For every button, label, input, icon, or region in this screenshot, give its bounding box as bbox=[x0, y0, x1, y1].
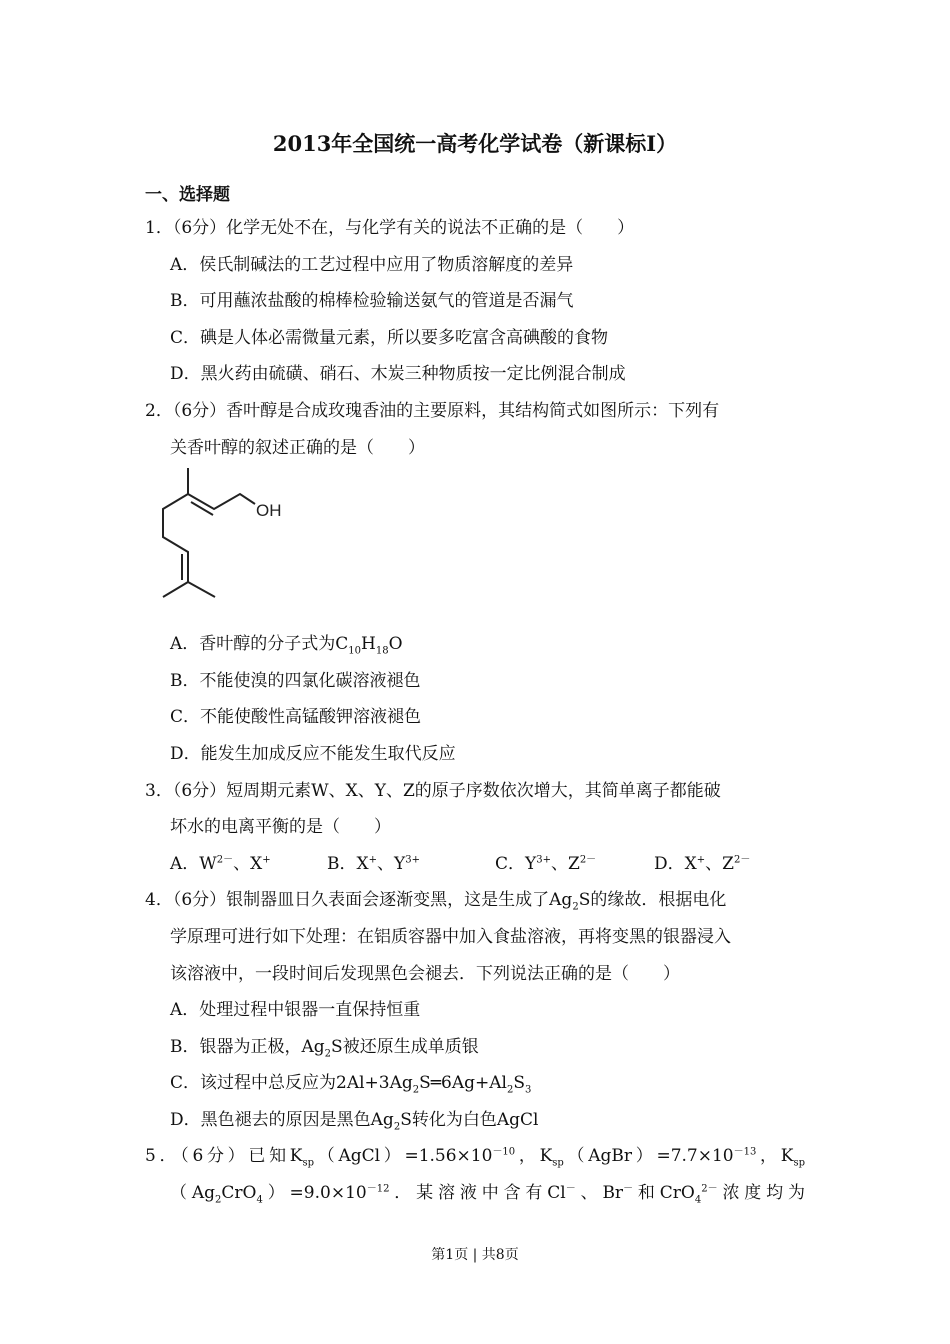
superscript: －10 bbox=[492, 1146, 516, 1158]
option-d bbox=[654, 846, 774, 883]
text-run: （AgBr）=7.7×10 bbox=[563, 1146, 734, 1167]
text-run: W bbox=[199, 853, 217, 874]
subscript: sp bbox=[793, 1157, 805, 1169]
option-label: B． bbox=[170, 1036, 200, 1057]
superscript: 2－ bbox=[701, 1183, 718, 1195]
text-run: 处理过程中银器一直保持恒重 bbox=[199, 1000, 421, 1021]
question-5 bbox=[145, 1138, 805, 1211]
option-label: A． bbox=[170, 254, 200, 275]
option-b bbox=[145, 1029, 805, 1066]
option-b bbox=[327, 846, 495, 883]
page-title: 2013年全国统一高考化学试卷（新课标Ⅰ） bbox=[272, 131, 678, 156]
subscript: 4 bbox=[256, 1194, 263, 1206]
question-stem-line bbox=[145, 956, 805, 993]
superscript: 3+ bbox=[536, 854, 551, 866]
text-run: 不能使溴的四氯化碳溶液褪色 bbox=[199, 670, 421, 691]
question-number: 4． bbox=[145, 890, 173, 911]
question-stem-line bbox=[145, 430, 805, 467]
text-run: 侯氏制碱法的工艺过程中应用了物质溶解度的差异 bbox=[199, 254, 574, 275]
text-run: S bbox=[513, 1073, 525, 1094]
question-number: 5． bbox=[145, 1146, 181, 1167]
text-run: （6分）短周期元素W、X、Y、Z的原子序数依次增大，其简单离子都能破 bbox=[172, 780, 721, 801]
text-run: ，K bbox=[515, 1146, 553, 1167]
text-run: Y bbox=[525, 853, 537, 874]
option-a bbox=[170, 846, 327, 883]
option-label: B． bbox=[170, 670, 200, 691]
subscript: sp bbox=[552, 1157, 564, 1169]
option-b bbox=[145, 283, 805, 320]
text-run: S═6Ag+Al bbox=[419, 1073, 507, 1094]
subscript: 4 bbox=[694, 1194, 702, 1206]
text-run: 关香叶醇的叙述正确的是（ ） bbox=[170, 437, 425, 458]
text-run: S的缘故．根据电化 bbox=[578, 890, 727, 911]
text-run: （6分）化学无处不在，与化学有关的说法不正确的是（ ） bbox=[172, 218, 635, 238]
page-footer: 第1页 | 共8页 bbox=[431, 1247, 519, 1263]
text-run: 、Z bbox=[551, 853, 580, 874]
option-label: A． bbox=[170, 853, 200, 874]
text-run: 可用蘸浓盐酸的棉棒检验输送氨气的管道是否漏气 bbox=[199, 291, 574, 312]
option-label: D． bbox=[170, 364, 201, 385]
question-stem-line bbox=[145, 809, 805, 846]
superscript: －12 bbox=[366, 1183, 390, 1195]
question-stem-line bbox=[145, 919, 805, 956]
superscript: 3+ bbox=[405, 854, 420, 866]
question-stem-line bbox=[145, 1175, 805, 1212]
superscript: 2－ bbox=[216, 854, 234, 866]
question-number: 2． bbox=[145, 400, 173, 421]
text-run: CrO bbox=[221, 1183, 257, 1204]
text-run: （6分）银制器皿日久表面会逐渐变黑，这是生成了Ag bbox=[172, 890, 573, 911]
superscript: + bbox=[368, 854, 377, 866]
text-run: X bbox=[356, 853, 369, 874]
option-label: B． bbox=[170, 291, 200, 312]
question-stem-line bbox=[145, 882, 805, 919]
subscript: 10 bbox=[348, 645, 362, 657]
option-c bbox=[145, 1065, 805, 1102]
text-run: 该过程中总反应为2Al+3Ag bbox=[200, 1073, 413, 1094]
question-4 bbox=[145, 882, 805, 1138]
text-run: 、Z bbox=[705, 853, 734, 874]
question-stem-line bbox=[145, 1138, 805, 1175]
geraniol-structure-figure bbox=[145, 466, 805, 626]
question-stem-line bbox=[145, 210, 805, 247]
option-d bbox=[145, 356, 805, 393]
option-label: D． bbox=[170, 1109, 201, 1130]
text-run: 、Br bbox=[575, 1183, 624, 1204]
option-label: C． bbox=[170, 327, 201, 348]
text-run: 和CrO bbox=[633, 1183, 695, 1204]
question-number: 3． bbox=[145, 780, 173, 801]
text-run: 、X bbox=[233, 853, 263, 874]
option-c bbox=[495, 846, 654, 883]
text-run: ）=9.0×10 bbox=[262, 1183, 367, 1204]
text-run: 黑色褪去的原因是黑色Ag bbox=[200, 1109, 394, 1130]
superscript: － bbox=[565, 1183, 576, 1195]
option-b bbox=[145, 663, 805, 700]
text-run: 香叶醇的分子式为C bbox=[199, 634, 349, 655]
option-a bbox=[145, 247, 805, 284]
option-label: C． bbox=[170, 707, 201, 728]
question-list bbox=[145, 210, 805, 1212]
option-d bbox=[145, 736, 805, 773]
text-run: O bbox=[388, 634, 403, 655]
text-run: 学原理可进行如下处理：在铝质容器中加入食盐溶液，再将变黑的银器浸入 bbox=[170, 926, 731, 947]
section-heading: 一、选择题 bbox=[145, 185, 230, 205]
subscript: 18 bbox=[375, 645, 389, 657]
option-label: B． bbox=[327, 853, 357, 874]
superscript: + bbox=[262, 854, 271, 866]
option-c bbox=[145, 320, 805, 357]
text-run: ，K bbox=[756, 1146, 794, 1167]
subscript: sp bbox=[302, 1157, 315, 1169]
question-stem-line bbox=[145, 773, 805, 810]
subscript: 2 bbox=[506, 1084, 514, 1096]
question-stem-line bbox=[145, 393, 805, 430]
text-run: 浓度均为 bbox=[717, 1183, 805, 1204]
text-run: S转化为白色AgCl bbox=[400, 1109, 539, 1130]
text-run: 银器为正极，Ag bbox=[199, 1036, 325, 1057]
option-label: C． bbox=[495, 853, 526, 874]
text-run: S被还原生成单质银 bbox=[331, 1036, 479, 1057]
options-row bbox=[145, 846, 805, 883]
text-run: （AgCl）=1.56×10 bbox=[314, 1146, 493, 1167]
text-run: 黑火药由硫磺、硝石、木炭三种物质按一定比例混合制成 bbox=[200, 364, 626, 385]
superscript: + bbox=[696, 854, 706, 866]
text-run: （Ag bbox=[170, 1183, 216, 1204]
text-run: X bbox=[684, 853, 697, 874]
subscript: 2 bbox=[412, 1084, 420, 1096]
text-run: 、Y bbox=[377, 853, 406, 874]
question-2 bbox=[145, 393, 805, 773]
option-label: D． bbox=[654, 853, 685, 874]
question-number: 1． bbox=[145, 218, 173, 238]
text-run: （6分）香叶醇是合成玫瑰香油的主要原料，其结构简式如图所示：下列有 bbox=[172, 400, 720, 421]
question-1 bbox=[145, 210, 805, 393]
question-3 bbox=[145, 773, 805, 883]
subscript: 2 bbox=[572, 901, 579, 913]
superscript: －13 bbox=[733, 1146, 757, 1158]
text-run: 坏水的电离平衡的是（ ） bbox=[170, 817, 391, 838]
text-run: 该溶液中，一段时间后发现黑色会褪去．下列说法正确的是（ ） bbox=[170, 963, 680, 984]
text-run: 能发生加成反应不能发生取代反应 bbox=[200, 743, 456, 764]
subscript: 3 bbox=[525, 1084, 532, 1096]
text-run: 碘是人体必需微量元素，所以要多吃富含高碘酸的食物 bbox=[200, 327, 609, 348]
subscript: 2 bbox=[324, 1048, 332, 1060]
option-a bbox=[145, 992, 805, 1029]
oh-group-label: OH bbox=[256, 501, 282, 521]
text-run: （6分）已知K bbox=[180, 1146, 303, 1167]
option-label: A． bbox=[170, 634, 200, 655]
option-d bbox=[145, 1102, 805, 1139]
text-run: 不能使酸性高锰酸钾溶液褪色 bbox=[200, 707, 422, 728]
superscript: 2－ bbox=[733, 854, 751, 866]
option-label: C． bbox=[170, 1073, 201, 1094]
option-c bbox=[145, 699, 805, 736]
option-a bbox=[145, 626, 805, 663]
option-label: D． bbox=[170, 743, 201, 764]
superscript: 2－ bbox=[579, 854, 597, 866]
structural-formula-diagram bbox=[157, 466, 297, 616]
subscript: 2 bbox=[215, 1194, 222, 1206]
text-run: H bbox=[361, 634, 376, 655]
subscript: 2 bbox=[393, 1121, 401, 1133]
option-label: A． bbox=[170, 1000, 200, 1021]
text-run: ．某溶液中含有Cl bbox=[389, 1183, 566, 1204]
superscript: － bbox=[623, 1183, 634, 1195]
